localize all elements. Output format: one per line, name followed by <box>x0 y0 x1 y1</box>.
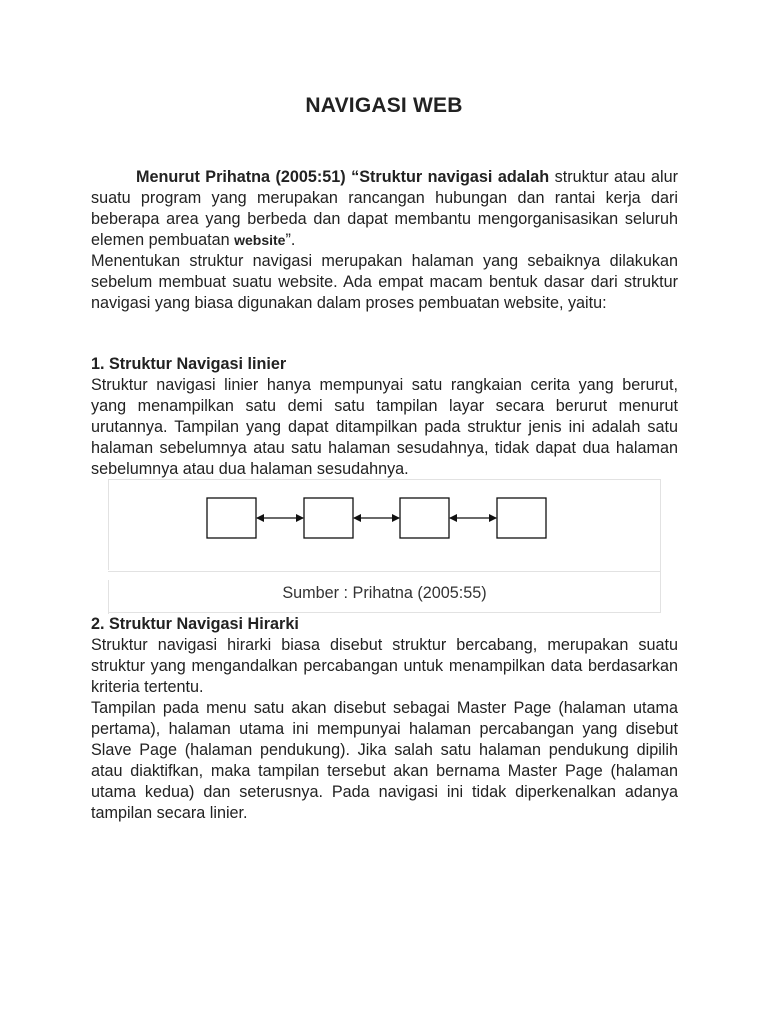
page-box-2 <box>304 498 353 538</box>
section2-heading: 2. Struktur Navigasi Hirarki <box>91 615 299 633</box>
section2-body-2: Tampilan pada menu satu akan disebut sebagai Master Page (halaman utama pertama), halaman utama ini mempunyai halaman percabangan yang disebut Slave Page (halaman pendukung). Jika salah satu halaman pendukung dipilih atau diaktifkan, maka tampilan tersebut akan bernama Master Page (halaman utama kedua) dan seterusnya. Pada navigasi ini tidak diperkenalkan adanya tampilan secara linier. <box>91 699 678 822</box>
linear-navigation-figure <box>108 479 661 613</box>
intro-paragraph-2: Menentukan struktur navigasi merupakan halaman yang sebaiknya dilakukan sebelum membuat suatu website. Ada empat macam bentuk dasar dari struktur navigasi yang biasa digunakan dalam proses pembuatan website, yaitu: <box>91 252 678 312</box>
figure-divider <box>108 571 661 572</box>
section1-heading: 1. Struktur Navigasi linier <box>91 355 287 373</box>
figure-caption: Sumber : Prihatna (2005:55) <box>282 584 487 602</box>
page-box-4 <box>497 498 546 538</box>
section2-body-1: Struktur navigasi hirarki biasa disebut struktur bercabang, merupakan suatu struktur yang mengandalkan percabangan untuk menampilkan data berdasarkan kriteria tertentu. <box>91 636 678 696</box>
linear-navigation-diagram <box>108 480 661 570</box>
intro-text-a: struktur atau alur suatu program yang merupakan rancangan hubungan dan rantai kerja dari beberapa area yang berbeda dan dapat membantu mengorganisasikan seluruh elemen pembuatan <box>91 168 678 249</box>
intro-lead-bold: Menurut Prihatna (2005:51) “Struktur navigasi adalah <box>136 168 550 186</box>
page-box-1 <box>207 498 256 538</box>
intro-paragraph <box>91 167 678 251</box>
page-box-3 <box>400 498 449 538</box>
page-title: NAVIGASI WEB <box>305 94 463 117</box>
intro-website-word: website <box>234 232 286 248</box>
section1-body: Struktur navigasi linier hanya mempunyai satu rangkaian cerita yang berurut, yang menampilkan satu demi satu tampilan layar secara berurut menurut urutannya. Tampilan yang dapat ditampilkan pada struktur jenis ini adalah satu halaman sebelumnya atau satu halaman sesudahnya, tidak dapat dua halaman sebelumnya atau dua halaman sesudahnya. <box>91 376 678 478</box>
intro-text-b: ”. <box>285 231 296 249</box>
